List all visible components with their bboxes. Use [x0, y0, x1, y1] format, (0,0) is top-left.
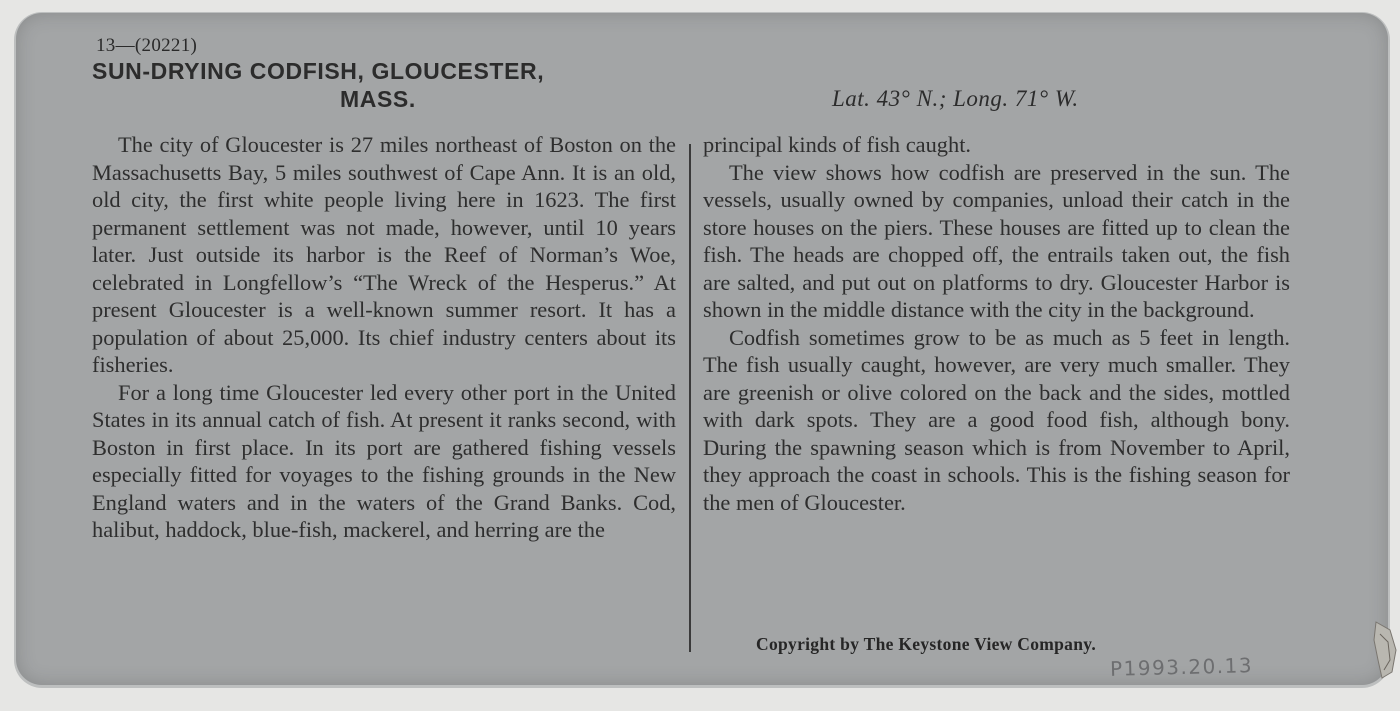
catalog-number: P1993.20.13: [1109, 653, 1254, 681]
title-line-1: SUN-DRYING CODFISH, GLOUCESTER,: [92, 58, 545, 84]
left-column: [92, 131, 676, 544]
paragraph: The city of Gloucester is 27 miles northeast of Boston on the Massachusetts Bay, 5 miles southwest of Cape Ann. It is an old, old city, the first white people living here in 1623. The first permanent settlement was not made, however, until 10 years later. Just outside its harbor is the Reef of Norman’s Woe, celebrated in Longfellow’s “The Wreck of the Hesperus.” At present Gloucester is a well-known summer resort. It has a population of about 25,000. Its chief industry centers about its fisheries.: [92, 132, 676, 377]
reference-number: 13—(20221): [96, 35, 198, 56]
paragraph-continuation: principal kinds of fish caught.: [703, 132, 972, 157]
paragraph: Codfish sometimes grow to be as much as 5 feet in length. The fish usually caught, however, are very much smaller. They are greenish or olive colored on the back and the sides, mottled with dark spots. They are a good food fish, although bony. During the spawning season which is from November to April, they approach the coast in schools. This is the fishing season for the men of Gloucester.: [703, 324, 1290, 515]
corner-wear-mark: [1370, 620, 1398, 680]
title-line-2: MASS.: [340, 86, 416, 112]
coordinates: Lat. 43° N.; Long. 71° W.: [832, 86, 1079, 111]
column-divider: [689, 144, 691, 652]
right-column: [703, 131, 1290, 516]
copyright-line: Copyright by The Keystone View Company.: [756, 634, 1097, 654]
paragraph: The view shows how codfish are preserved in the sun. The vessels, usually owned by companies, unload their catch in the store houses on the piers. These houses are fitted up to clean the fish. The heads are chopped off, the entrails taken out, the fish are salted, and put out on platforms to dry. Gloucester Harbor is shown in the middle distance with the city in the background.: [703, 159, 1290, 322]
paragraph: For a long time Gloucester led every other port in the United States in its annual catch of fish. At present it ranks second, with Boston in first place. In its port are gathered fishing vessels especially fitted for voyages to the fishing grounds in the New England waters and in the waters of the Grand Banks. Cod, halibut, haddock, blue-fish, mackerel, and herring are the: [92, 379, 676, 542]
